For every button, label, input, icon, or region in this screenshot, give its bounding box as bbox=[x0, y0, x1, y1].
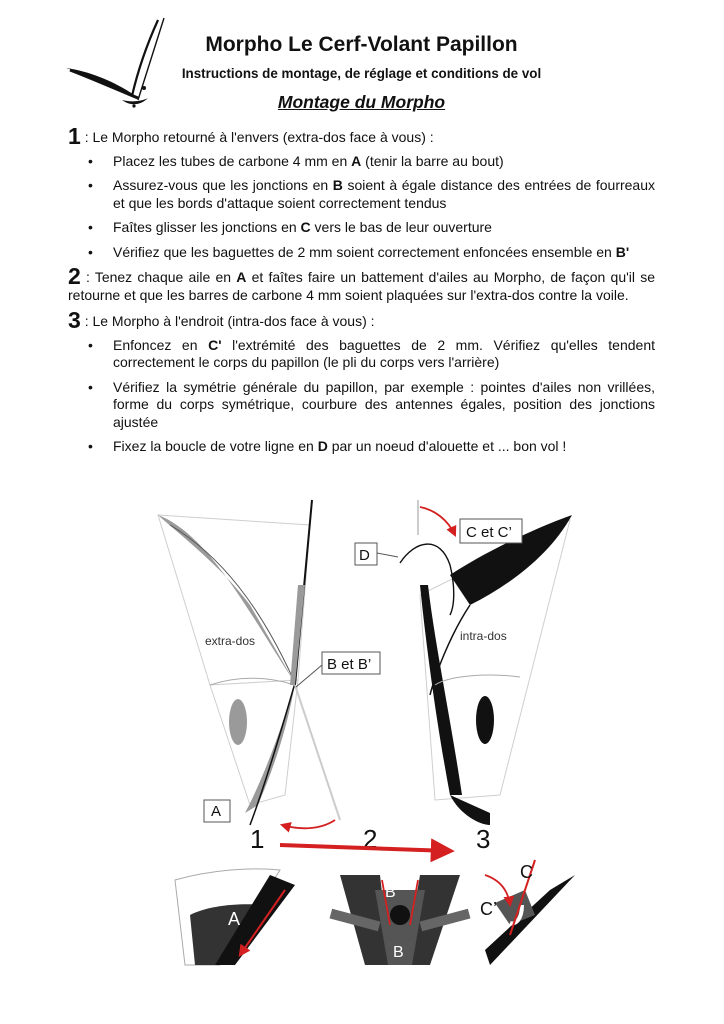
page-subtitle: Instructions de montage, de réglage et conditions de vol bbox=[181, 66, 542, 81]
step-1 bbox=[68, 123, 655, 149]
step-number: 2 bbox=[68, 263, 81, 289]
inset-bprime-label: B’ bbox=[385, 884, 400, 901]
step-intro: : Le Morpho à l'endroit (intra-dos face à vous) : bbox=[84, 313, 375, 329]
step-intro: : Le Morpho retourné à l'envers (extra-dos face à vous) : bbox=[84, 129, 434, 145]
list-item: • Faîtes glisser les jonctions en C vers le bas de leur ouverture bbox=[88, 219, 492, 235]
callout-a-label: A bbox=[211, 803, 222, 820]
callout-d-label: D bbox=[359, 547, 370, 564]
step-number: 1 bbox=[68, 123, 81, 149]
list-item: • Assurez-vous que les jonctions en B soient à égale distance des entrées de fourreaux et que les bords d'attaque soient correctement tendus bbox=[88, 177, 655, 211]
butterfly-logo bbox=[60, 14, 180, 112]
page-title: Morpho Le Cerf-Volant Papillon bbox=[205, 33, 518, 56]
list-item: • Placez les tubes de carbone 4 mm en A (tenir la barre au bout) bbox=[88, 152, 504, 169]
callout-c-label: C et C’ bbox=[466, 524, 512, 541]
list-item: • Vérifiez la symétrie générale du papillon, par exemple : pointes d'ailes non vrillées, forme du corps symétrique, courbure des antennes égales, position des jonctions ajustée bbox=[88, 378, 655, 430]
instructions bbox=[68, 123, 655, 463]
butterfly-extra-dos bbox=[158, 500, 340, 825]
inset-cprime-label: C’ bbox=[480, 899, 497, 919]
intra-dos-label: intra-dos bbox=[460, 629, 507, 643]
step-number-3: 3 bbox=[476, 824, 491, 854]
inset-b bbox=[330, 875, 471, 965]
inset-a-label: A bbox=[228, 909, 241, 929]
step-number-1: 1 bbox=[250, 824, 265, 854]
step-number-2: 2 bbox=[363, 824, 378, 854]
callout-b-label: B et B’ bbox=[327, 656, 372, 673]
butterfly-intra-dos bbox=[400, 500, 572, 825]
section-heading: Montage du Morpho bbox=[277, 92, 446, 112]
step-2: 2 : Tenez chaque aile en A et faîtes faire un battement d'ailes au Morpho, de façon qu'il se retourne et que les barres de carbone 4 mm soient plaquées sur l'extra-dos contre la voile. bbox=[68, 263, 655, 303]
assembly-diagram bbox=[150, 495, 660, 970]
inset-a bbox=[175, 869, 295, 965]
step-3-list bbox=[68, 337, 655, 456]
step-1-list bbox=[68, 153, 655, 262]
list-item: • Enfoncez en C' l'extrémité des baguettes de 2 mm. Vérifiez qu'elles tendent correctement le corps du papillon (le pli du corps vers l'arrière) bbox=[88, 336, 655, 370]
inset-c bbox=[480, 860, 575, 965]
inset-c-label: C bbox=[520, 862, 533, 882]
list-item: • Vérifiez que les baguettes de 2 mm soient correctement enfoncées ensemble en B' bbox=[88, 243, 630, 260]
extra-dos-label: extra-dos bbox=[205, 634, 256, 648]
list-item: • Fixez la boucle de votre ligne en D par un noeud d'alouette et ... bon vol ! bbox=[88, 438, 567, 454]
flip-arrow bbox=[282, 820, 335, 828]
inset-b-label: B bbox=[393, 944, 404, 961]
step-3 bbox=[68, 307, 655, 333]
step-number: 3 bbox=[68, 307, 81, 333]
